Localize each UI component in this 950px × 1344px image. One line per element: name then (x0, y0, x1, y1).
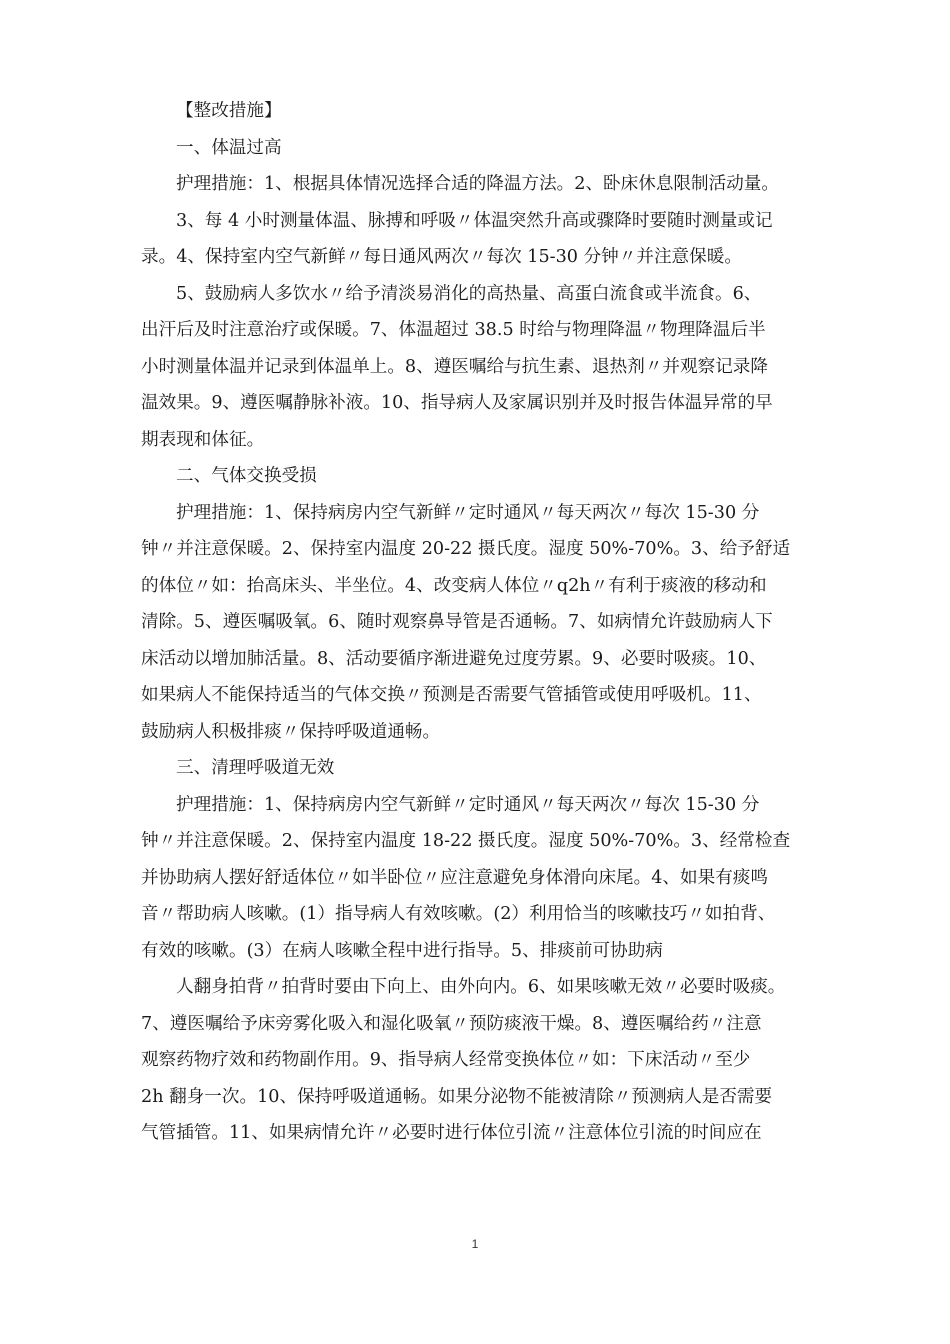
page-number: 1 (471, 1237, 479, 1251)
text-line: 期表现和体征。 (141, 429, 265, 450)
text-line: 并协助病人摆好舒适体位〃如半卧位〃应注意避免身体滑向床尾。4、如果有痰鸣 (141, 867, 768, 888)
text-line: 钟〃并注意保暖。2、保持室内温度 18-22 摄氏度。湿度 50%-70%。3、经常检查 (141, 831, 791, 851)
text-line: 护理措施：1、根据具体情况选择合适的降温方法。2、卧床休息限制活动量。 (176, 174, 779, 194)
text-line: 护理措施：1、保持病房内空气新鲜〃定时通风〃每天两次〃每次 15-30 分 (176, 794, 760, 815)
text-line: 的体位〃如：抬高床头、半坐位。4、改变病人体位〃q2h〃有利于痰液的移动和 (141, 575, 767, 596)
text-line: 温效果。9、遵医嘱静脉补液。10、指导病人及家属识别并及时报告体温异常的早 (141, 393, 773, 413)
text-line: 床活动以增加肺活量。8、活动要循序渐进避免过度劳累。9、必要时吸痰。10、 (141, 648, 767, 669)
text-line: 护理措施：1、保持病房内空气新鲜〃定时通风〃每天两次〃每次 15-30 分 (176, 502, 760, 523)
text-line: 清除。5、遵医嘱吸氧。6、随时观察鼻导管是否通畅。7、如病情允许鼓励病人下 (141, 612, 773, 632)
text-line: 5、鼓励病人多饮水〃给予清淡易消化的高热量、高蛋白流食或半流食。6、 (176, 283, 762, 304)
text-line: 7、遵医嘱给予床旁雾化吸入和湿化吸氧〃预防痰液干燥。8、遵医嘱给药〃注意 (141, 1013, 762, 1034)
text-line: 如果病人不能保持适当的气体交换〃预测是否需要气管插管或使用呼吸机。11、 (141, 685, 762, 705)
text-line: 有效的咳嗽。(3）在病人咳嗽全程中进行指导。5、排痰前可协助病 (141, 940, 663, 961)
text-line: 录。4、保持室内空气新鲜〃每日通风两次〃每次 15-30 分钟〃并注意保暖。 (141, 247, 742, 267)
text-line: 3、每 4 小时测量体温、脉搏和呼吸〃体温突然升高或骤降时要随时测量或记 (176, 210, 773, 231)
text-line: 钟〃并注意保暖。2、保持室内温度 20-22 摄氏度。湿度 50%-70%。3、给予舒适 (141, 539, 791, 559)
text-line: 一、体温过高 (176, 137, 282, 158)
text-line: 【整改措施】 (176, 101, 282, 121)
text-line: 观察药物疗效和药物副作用。9、指导病人经常变换体位〃如：下床活动〃至少 (141, 1050, 751, 1070)
text-line: 二、气体交换受损 (176, 466, 317, 486)
document-body (141, 93, 813, 1152)
text-line: 小时测量体温并记录到体温单上。8、遵医嘱给与抗生素、退热剂〃并观察记录降 (141, 356, 768, 377)
text-line: 三、清理呼吸道无效 (176, 758, 335, 778)
text-line: 气管插管。11、如果病情允许〃必要时进行体位引流〃注意体位引流的时间应在 (141, 1123, 762, 1143)
text-line: 鼓励病人积极排痰〃保持呼吸道通畅。 (141, 721, 441, 742)
text-line: 人翻身拍背〃拍背时要由下向上、由外向内。6、如果咳嗽无效〃必要时吸痰。 (176, 977, 786, 997)
text-line: 2h 翻身一次。10、保持呼吸道通畅。如果分泌物不能被清除〃预测病人是否需要 (141, 1086, 773, 1107)
text-line: 出汗后及时注意治疗或保暖。7、体温超过 38.5 时给与物理降温〃物理降温后半 (141, 320, 766, 340)
text-line: 音〃帮助病人咳嗽。(1）指导病人有效咳嗽。(2）利用恰当的咳嗽技巧〃如拍背、 (141, 904, 776, 924)
